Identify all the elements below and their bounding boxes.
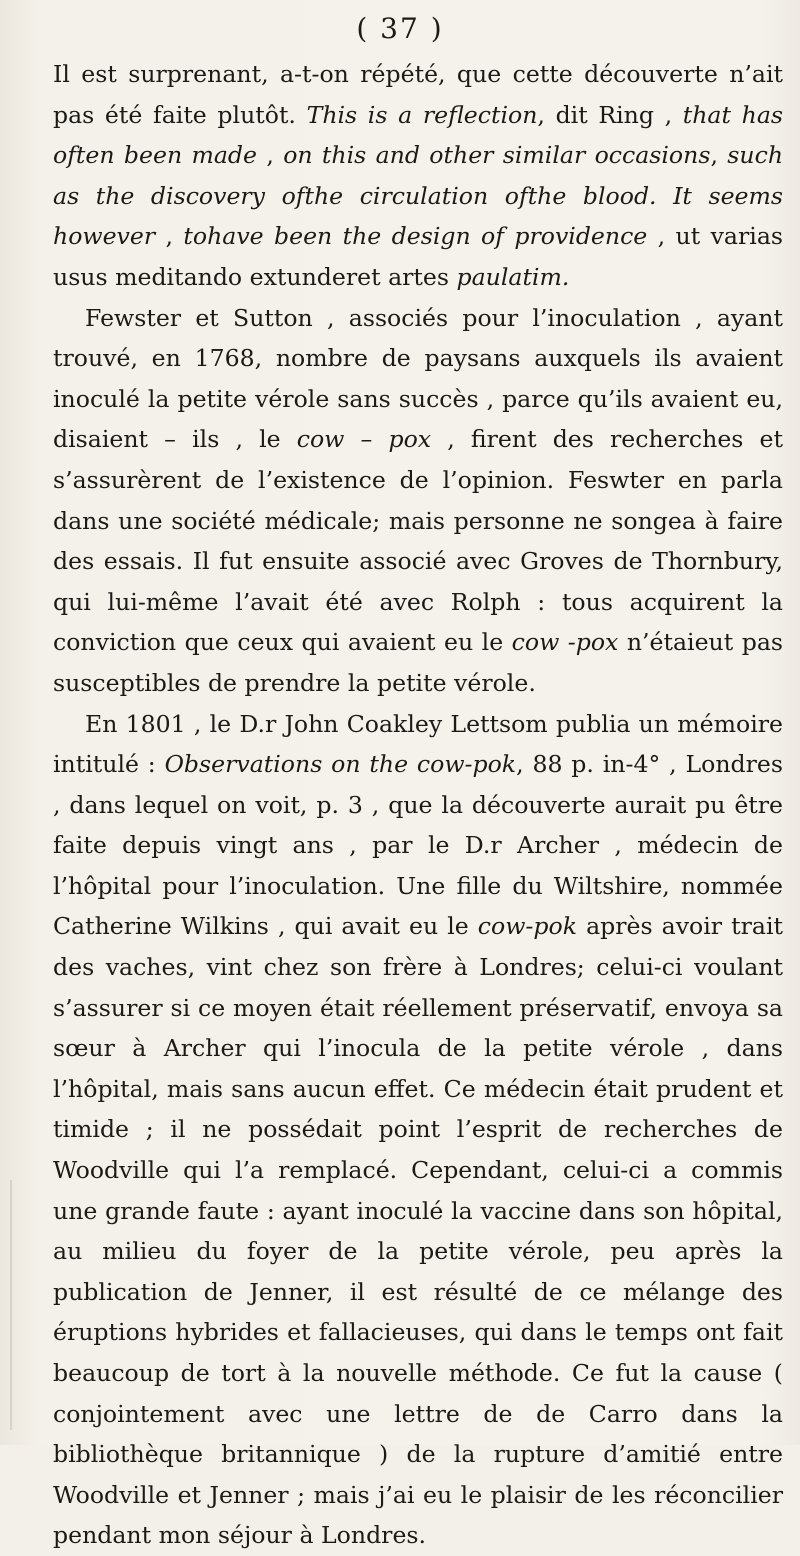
page-number: ( 37 ) [356,12,444,45]
body-text [53,54,783,1556]
paragraph-1: Il est surprenant, a-t-on répété, que cette découverte n’ait pas été faite plutôt. This is a reflection, dit Ring , that has often been made , on this and other similar occasions, such as the discovery ofthe circulation ofthe blood. It seems however , tohave been the design of providence , ut varias usus meditando extunderet artes paulatim. [53,60,784,291]
paragraph-3: En 1801 , le D.r John Coakley Lettsom publia un mémoire intitulé : Observations on the cow-pok, 88 p. in-4° , Londres , dans lequel on voit, p. 3 , que la découverte aurait pu être faite depuis vingt ans , par le D.r Archer , médecin de l’hôpital pour l’inoculation. Une fille du Wiltshire, nommée Catherine Wilkins , qui avait eu le cow-pok après avoir trait des vaches, vint chez son frère à Londres; celui-ci voulant s’assurer si ce moyen était réellement préservatif, envoya sa sœur à Archer qui l’inocula de la petite vérole , dans l’hôpital, mais sans aucun effet. Ce médecin était prudent et timide ; il ne possédait point l’esprit de recherches de Woodville qui l’a remplacé. Cependant, celui-ci a commis une grande faute : ayant inoculé la vaccine dans son hôpital, au milieu du foyer de la petite vérole, peu après la publication de Jenner, il est résulté de ce mélange des éruptions hybrides et fallacieuses, qui dans le temps ont fait beaucoup de tort à la nouvelle méthode. Ce fut la cause ( conjointement avec une lettre de de Carro dans la bibliothèque britannique ) de la rupture d’amitié entre Woodville et Jenner ; mais j’ai eu le plaisir de les réconcilier pendant mon séjour à Londres. [53,709,784,1550]
page-edge-mark [10,1180,12,1430]
paragraph-2: Fewster et Sutton , associés pour l’inoculation , ayant trouvé, en 1768, nombre de paysans auxquels ils avaient inoculé la petite vérole sans succès , parce qu’ils avaient eu, disaient – ils , le cow – pox , firent des recherches et s’assurèrent de l’existence de l’opinion. Feswter en parla dans une société médicale; mais personne ne songea à faire des essais. Il fut ensuite associé avec Groves de Thornbury, qui lui-même l’avait été avec Rolph : tous acquirent la conviction que ceux qui avaient eu le cow -pox n’étaieut pas susceptibles de prendre la petite vérole. [53,303,784,697]
